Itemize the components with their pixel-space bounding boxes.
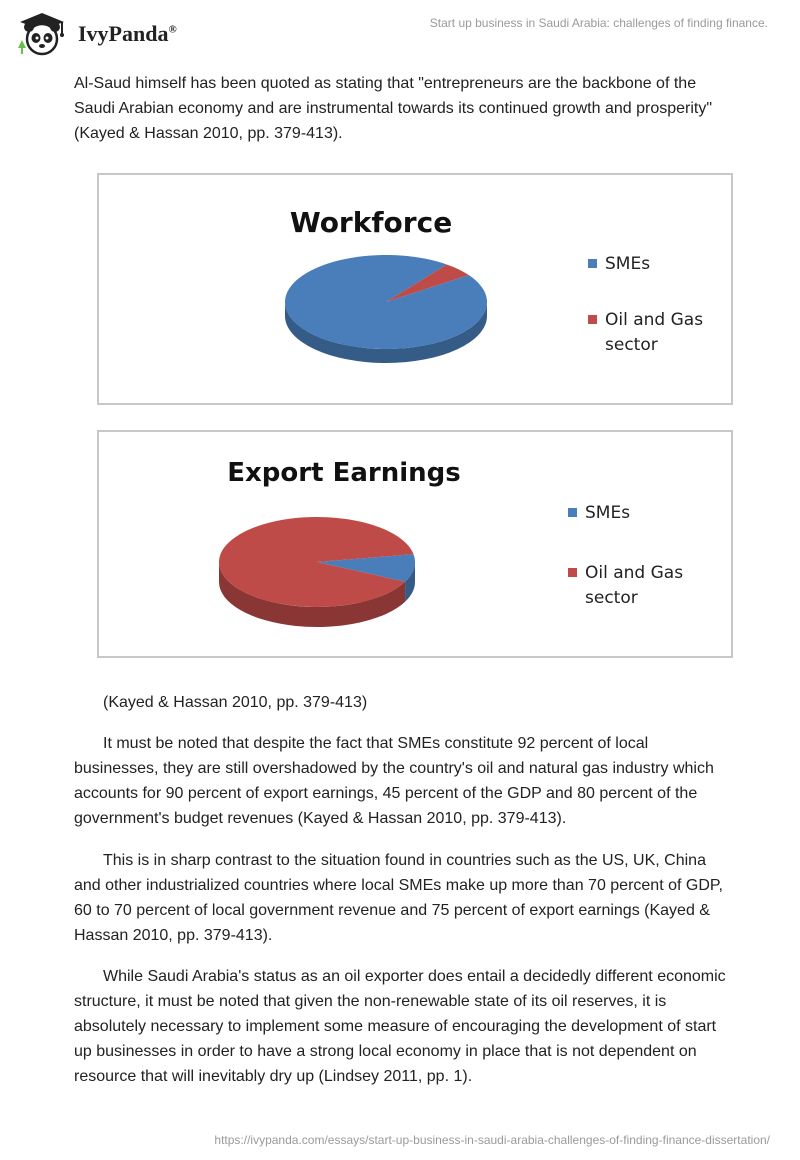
- chart-export-earnings: [97, 430, 733, 658]
- source-url[interactable]: https://ivypanda.com/essays/start-up-business-in-saudi-arabia-challenges-of-finding-finance-dissertation/: [214, 1133, 770, 1147]
- legend-swatch-smes: [588, 259, 597, 268]
- chart-workforce-svg: [99, 175, 731, 403]
- legend-label-sector: sector: [605, 335, 658, 355]
- panda-logo-icon: [14, 8, 70, 58]
- registered-mark: ®: [168, 23, 177, 36]
- document-title: Start up business in Saudi Arabia: challenges of finding finance.: [429, 16, 768, 30]
- legend-label-oil-gas: Oil and Gas: [605, 310, 704, 330]
- ivypanda-logo[interactable]: [14, 8, 194, 58]
- chart-title: Workforce: [289, 206, 453, 239]
- chart-export-earnings-svg: [99, 432, 731, 656]
- paragraph-smes-overshadowed: It must be noted that despite the fact that SMEs constitute 92 percent of local businesses, they are still overshadowed by the country's oil and natural gas industry which accounts for 90 percent of export earnings, 45 percent of the GDP and 80 percent of the government's budget revenues (Kayed & Hassan 2010, pp. 379-413).: [74, 735, 714, 827]
- paragraph-contrast: This is in sharp contrast to the situation found in countries such as the US, UK, China and other industrialized countries where local SMEs make up more than 70 percent of GDP, 60 to 70 percent of local government revenue and 75 percent of export earnings (Kayed & Hassan 2010, pp. 379-413).: [74, 852, 723, 944]
- paragraph-intro: Al-Saud himself has been quoted as stating that "entrepreneurs are the backbone of the Saudi Arabian economy and are instrumental towards its continued growth and prosperity" (Kayed & Hassan 2010, pp. 379-413).: [74, 75, 713, 142]
- chart-title: Export Earnings: [227, 458, 461, 488]
- figure-caption: (Kayed & Hassan 2010, pp. 379-413): [103, 694, 368, 711]
- chart-workforce: [97, 173, 733, 405]
- legend-label-oil-gas: Oil and Gas: [585, 563, 684, 583]
- legend-swatch-oil-gas: [568, 568, 577, 577]
- paragraph-oil-exporter: While Saudi Arabia's status as an oil exporter does entail a decidedly different economic structure, it must be noted that given the non-renewable state of its oil reserves, it is absolutely necessary to implement some measure of encouraging the development of start up businesses in order to have a strong local economy in place that is not dependent on resource that will inevitably dry up (Lindsey 2011, pp. 1).: [74, 968, 726, 1085]
- legend-label-smes: SMEs: [585, 503, 631, 523]
- brand-name: IvyPanda: [78, 21, 169, 46]
- legend-swatch-oil-gas: [588, 315, 597, 324]
- legend-label-smes: SMEs: [605, 254, 651, 274]
- legend-swatch-smes: [568, 508, 577, 517]
- page-header: [0, 0, 800, 70]
- legend-label-sector: sector: [585, 588, 638, 608]
